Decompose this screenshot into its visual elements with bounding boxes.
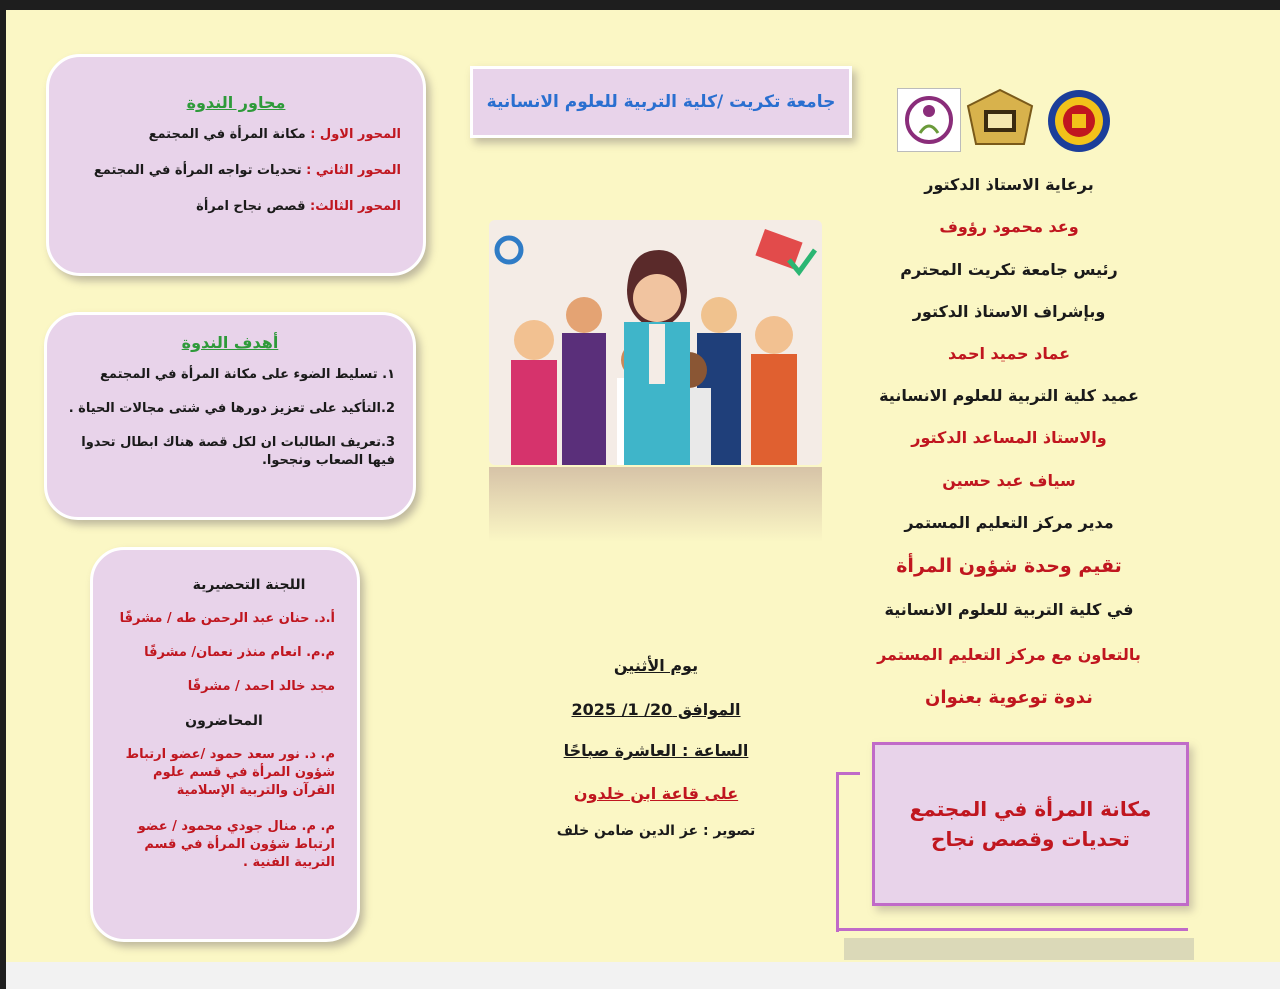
president-name: وعد محمود رؤوف <box>939 217 1079 236</box>
university-title: جامعة تكريت /كلية التربية للعلوم الانسانية <box>486 92 836 112</box>
committee-card <box>90 547 360 942</box>
frame-decoration <box>836 928 1188 931</box>
sponsor-line: رئيس جامعة تكريت المحترم <box>900 260 1118 279</box>
women-unit-logo <box>897 88 961 152</box>
seminar-title-box <box>872 742 1189 906</box>
goal-item: 3.تعريف الطالبات ان لكل قصة هناك ابطال تحدوا فيها الصعاب ونجحوا. <box>81 435 395 468</box>
sponsor-line: مدير مركز التعليم المستمر <box>904 513 1114 532</box>
event-day: يوم الأثنين <box>613 656 699 675</box>
sponsor-line: في كلية التربية للعلوم الانسانية <box>884 600 1134 619</box>
lecturer: م. د. نور سعد حمود /عضو ارتباط شؤون المرأة في قسم علوم القرآن والتربية الإسلامية <box>125 747 335 798</box>
lecturer: م. م. منال جودي محمود / عضو ارتباط شؤون المرأة في قسم التربية الفنية . <box>137 819 335 870</box>
sponsor-line: برعاية الاستاذ الدكتور <box>924 175 1094 194</box>
sponsor-line: عميد كلية التربية للعلوم الانسانية <box>879 386 1139 405</box>
university-header <box>470 66 852 138</box>
flyer-page <box>6 10 1280 989</box>
goals-title: أهدف الندوة <box>181 333 279 352</box>
event-venue: على قاعة ابن خلدون <box>573 784 739 803</box>
goal-item: 2.التأكيد على تعزيز دورها في شتى مجالات الحياة . <box>68 401 395 416</box>
organizer-line: تقيم وحدة شؤون المرأة <box>896 555 1122 577</box>
photo-credit: تصوير : عز الدين ضامن خلف <box>556 823 756 839</box>
sponsor-line: والاستاذ المساعد الدكتور <box>911 428 1107 447</box>
women-group-illustration <box>489 220 822 465</box>
tikrit-university-logo <box>962 86 1038 152</box>
bottom-strip <box>6 962 1280 989</box>
illustration-reflection <box>489 467 822 542</box>
sponsor-line: بالتعاون مع مركز التعليم المستمر <box>877 645 1141 664</box>
frame-decoration <box>836 772 860 932</box>
committee-member: مجد خالد احمد / مشرفًا <box>187 679 335 694</box>
axis-item: المحور الثاني : تحديات تواجه المرأة في المجتمع <box>93 163 401 178</box>
axes-title: محاور الندوة <box>186 93 286 112</box>
committee-member: م.م. انعام منذر نعمان/ مشرفًا <box>144 645 335 660</box>
axis-item: المحور الاول : مكانة المرأة في المجتمع <box>148 127 401 142</box>
goals-card <box>44 312 416 520</box>
lecturers-title: المحاضرون <box>185 713 263 729</box>
goal-item: ١. تسليط الضوء على مكانة المرأة في المجتمع <box>100 367 395 382</box>
event-time: الساعة : العاشرة صباحًا <box>563 741 749 760</box>
prep-committee-title: اللجنة التحضيرية <box>192 577 306 593</box>
seminar-intro: ندوة توعوية بعنوان <box>925 687 1093 708</box>
director-name: سياف عبد حسين <box>942 471 1076 490</box>
axes-card <box>46 54 426 276</box>
axis-item: المحور الثالث: قصص نجاح امرأة <box>196 199 401 214</box>
committee-member: أ.د. حنان عبد الرحمن طه / مشرفًا <box>119 611 335 626</box>
dean-name: عماد حميد احمد <box>947 344 1071 363</box>
sponsor-line: وبإشراف الاستاذ الدكتور <box>912 302 1106 321</box>
seminar-title: مكانة المرأة في المجتمع تحديات وقصص نجاح <box>909 797 1152 851</box>
college-logo <box>1043 88 1115 154</box>
event-date: الموافق 20/ 1/ 2025 <box>571 700 741 719</box>
frame-shadow <box>844 938 1194 960</box>
